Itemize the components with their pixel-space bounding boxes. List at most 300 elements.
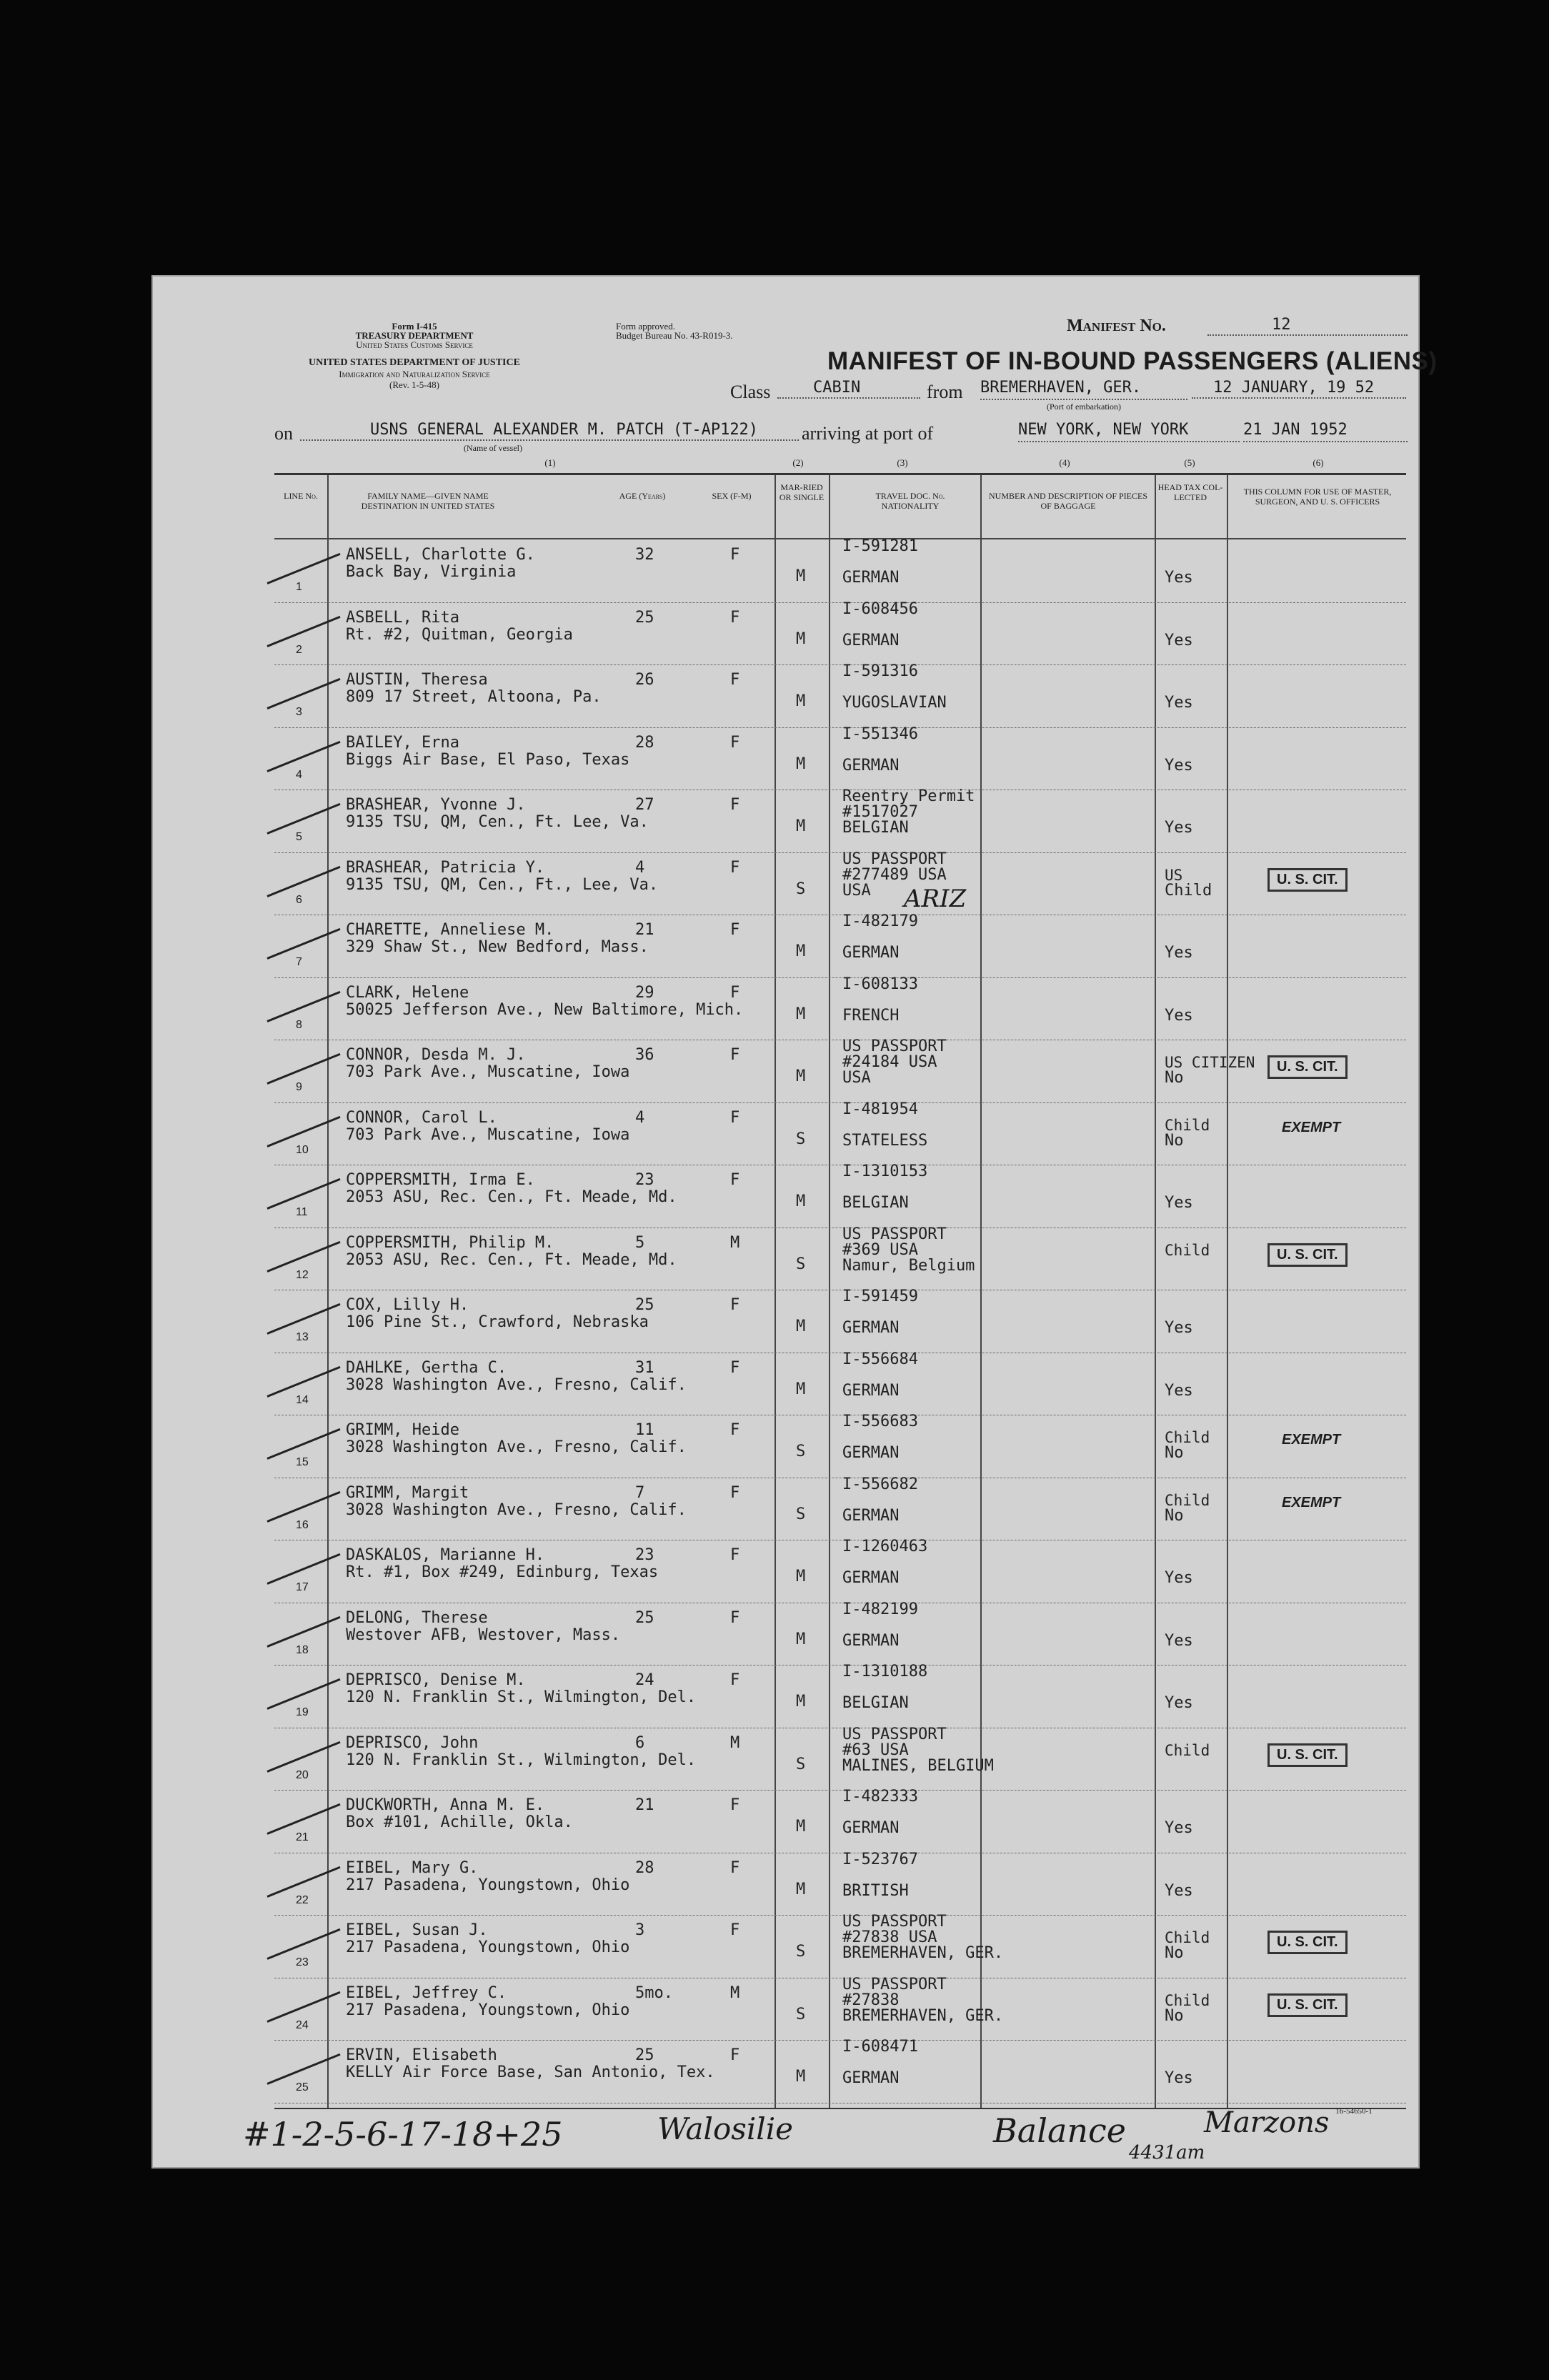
line-number: 21 (296, 1831, 309, 1843)
class-label: Class (730, 382, 771, 402)
passenger-name: GRIMM, Margit (346, 1483, 469, 1502)
arrival-date: 21 JAN 1952 (1243, 419, 1408, 442)
embarkation-date: 12 JANUARY, 19 52 (1192, 377, 1406, 399)
nationality: GERMAN (842, 1444, 900, 1462)
marital-status: M (796, 567, 806, 585)
travel-doc: I-591459 (842, 1288, 918, 1305)
travel-doc: I-481954 (842, 1100, 918, 1118)
table-row (274, 1540, 1406, 1603)
line-number: 25 (296, 2081, 309, 2093)
passenger-name: AUSTIN, Theresa (346, 671, 488, 689)
marital-status: S (796, 1130, 806, 1148)
check-mark (267, 1053, 340, 1085)
age-value: 5 (635, 1233, 645, 1252)
head-tax-note: US CITIZEN (1165, 1054, 1255, 1071)
travel-doc: I-482333 (842, 1788, 918, 1806)
col-header-travel: TRAVEL DOC. No. NATIONALITY (875, 491, 945, 511)
manifest-no-label: Manifest No. (1067, 317, 1166, 335)
head-tax: Yes (1165, 1006, 1193, 1025)
table-row (274, 1102, 1406, 1166)
sex-value: F (730, 983, 740, 1002)
line-number: 23 (296, 1956, 309, 1968)
check-mark (267, 803, 340, 835)
travel-doc: I-591316 (842, 662, 918, 680)
sex-value: F (730, 921, 740, 939)
marital-status: S (796, 2005, 806, 2023)
head-tax: Yes (1165, 819, 1193, 837)
nationality: USA (842, 881, 871, 900)
destination: 9135 TSU, QM, Cen., Ft. Lee, Va. (346, 813, 649, 831)
nationality: MALINES, BELGIUM (842, 1756, 994, 1775)
table-row (274, 1290, 1406, 1353)
sex-value: M (730, 1983, 740, 2002)
marital-status: M (796, 1693, 806, 1711)
passenger-name: COX, Lilly H. (346, 1296, 469, 1314)
nationality: GERMAN (842, 569, 900, 587)
line-number: 1 (296, 581, 302, 593)
justice-dept: UNITED STATES DEPARTMENT OF JUSTICE (309, 357, 520, 368)
destination: 809 17 Street, Altoona, Pa. (346, 688, 602, 706)
head-tax: No (1165, 1131, 1184, 1150)
check-mark (267, 1991, 340, 2022)
handwritten-signature: Walosilie (657, 2111, 793, 2146)
head-tax-note: Child (1165, 1741, 1210, 1759)
sex-value: F (730, 796, 740, 814)
marital-status: M (796, 1568, 806, 1585)
passenger-name: DAHLKE, Gertha C. (346, 1358, 507, 1377)
table-row (274, 2040, 1406, 2103)
passenger-name: DUCKWORTH, Anna M. E. (346, 1796, 545, 1814)
line-number: 2 (296, 643, 302, 656)
travel-doc-number: #1517027 (842, 803, 918, 821)
age-value: 36 (635, 1046, 654, 1064)
sex-value: F (730, 1858, 740, 1877)
table-row (274, 912, 1406, 978)
check-mark (267, 1615, 340, 1647)
line-number: 17 (296, 1581, 309, 1593)
travel-doc: I-1260463 (842, 1538, 928, 1555)
col-header-married: MAR-RIED OR SINGLE (779, 482, 825, 502)
head-tax: Yes (1165, 2069, 1193, 2087)
check-mark (267, 1490, 340, 1522)
port-embark-caption: (Port of embarkation) (1047, 402, 1121, 412)
nationality: BREMERHAVEN, GER. (842, 2006, 1004, 2025)
marital-status: S (796, 1943, 806, 1961)
age-value: 23 (635, 1171, 654, 1189)
head-tax: Yes (1165, 1381, 1193, 1400)
exempt-stamp: EXEMPT (1282, 1494, 1341, 1510)
us-citizen-stamp: U. S. CIT. (1267, 1055, 1348, 1079)
sex-value: F (730, 1483, 740, 1502)
marital-status: S (796, 1755, 806, 1773)
check-mark (267, 1365, 340, 1397)
check-mark (267, 553, 340, 584)
travel-doc-number: #63 USA (842, 1741, 909, 1759)
vessel-name: USNS GENERAL ALEXANDER M. PATCH (T-AP122) (300, 419, 836, 441)
nationality: BREMERHAVEN, GER. (842, 1944, 1004, 1962)
line-number: 13 (296, 1331, 309, 1343)
on-label: on (274, 423, 293, 444)
passenger-name: EIBEL, Susan J. (346, 1921, 488, 1939)
age-value: 27 (635, 796, 654, 814)
travel-doc: I-608471 (842, 2038, 918, 2056)
handwritten-number: 4431am (1129, 2142, 1205, 2164)
marital-status: M (796, 629, 806, 648)
passenger-name: ASBELL, Rita (346, 608, 459, 627)
passenger-name: BRASHEAR, Yvonne J. (346, 796, 526, 814)
head-tax: Yes (1165, 1631, 1193, 1650)
destination: 329 Shaw St., New Bedford, Mass. (346, 938, 649, 956)
nationality: FRENCH (842, 1006, 900, 1025)
col-header-sex: SEX (F-M) (712, 491, 752, 501)
destination: 120 N. Franklin St., Wilmington, Del. (346, 1751, 697, 1769)
travel-doc: US PASSPORT (842, 1913, 947, 1931)
destination: 9135 TSU, QM, Cen., Ft., Lee, Va. (346, 875, 659, 894)
destination: 703 Park Ave., Muscatine, Iowa (346, 1063, 630, 1081)
check-mark (267, 1741, 340, 1772)
destination: 217 Pasadena, Youngstown, Ohio (346, 1876, 630, 1894)
nationality: USA (842, 1069, 871, 1087)
table-row (274, 1037, 1406, 1103)
destination: 3028 Washington Ave., Fresno, Calif. (346, 1438, 687, 1456)
us-citizen-stamp: U. S. CIT. (1267, 1743, 1348, 1767)
sex-value: M (730, 1233, 740, 1252)
col-number-1: (1) (544, 457, 556, 468)
head-tax: Yes (1165, 1694, 1193, 1712)
table-row (274, 1162, 1406, 1228)
travel-doc-number: #369 USA (842, 1240, 918, 1259)
table-row (274, 1915, 1406, 1978)
check-mark (267, 990, 340, 1022)
check-mark (267, 1303, 340, 1335)
head-tax: No (1165, 1944, 1184, 1962)
travel-doc: US PASSPORT (842, 1975, 947, 1993)
destination: 217 Pasadena, Youngstown, Ohio (346, 1938, 630, 1956)
age-value: 25 (635, 1296, 654, 1314)
destination: 217 Pasadena, Youngstown, Ohio (346, 2001, 630, 2019)
passenger-name: ERVIN, Elisabeth (346, 2046, 497, 2064)
passenger-name: DELONG, Therese (346, 1608, 488, 1627)
from-label: from (927, 382, 963, 402)
destination: Rt. #1, Box #249, Edinburg, Texas (346, 1563, 659, 1581)
ins-service: Immigration and Naturalization Service (339, 369, 490, 379)
line-number: 11 (296, 1206, 308, 1218)
nationality: Namur, Belgium (842, 1256, 975, 1275)
table-row (274, 664, 1406, 728)
sex-value: F (730, 1171, 740, 1189)
table-row (274, 1850, 1406, 1916)
head-tax: Yes (1165, 1194, 1193, 1212)
head-tax: Yes (1165, 1569, 1193, 1587)
table-row (274, 599, 1406, 666)
col-header-baggage: NUMBER AND DESCRIPTION OF PIECES OF BAGGAGE (988, 491, 1148, 511)
passenger-name: BAILEY, Erna (346, 733, 459, 752)
nationality: GERMAN (842, 1631, 900, 1650)
age-value: 28 (635, 1858, 654, 1877)
line-number: 15 (296, 1456, 309, 1468)
passenger-name: COPPERSMITH, Irma E. (346, 1171, 535, 1189)
passenger-name: CHARETTE, Anneliese M. (346, 921, 554, 939)
check-mark (267, 1928, 340, 1960)
travel-doc: I-551346 (842, 725, 918, 743)
destination: 50025 Jefferson Ave., New Baltimore, Mich. (346, 1000, 744, 1019)
head-tax-note: Child (1165, 1929, 1210, 1946)
sex-value: F (730, 1796, 740, 1814)
head-tax: Yes (1165, 756, 1193, 775)
handwritten-line-list: #1-2-5-6-17-18+25 (243, 2115, 563, 2154)
sex-value: F (730, 1108, 740, 1127)
nationality: BELGIAN (842, 819, 909, 837)
sex-value: F (730, 546, 740, 564)
sex-value: F (730, 2046, 740, 2064)
sex-value: F (730, 733, 740, 752)
travel-doc-number: #27838 (842, 1991, 900, 2009)
table-row (274, 539, 1406, 603)
age-value: 29 (635, 983, 654, 1002)
destination: Westover AFB, Westover, Mass. (346, 1625, 621, 1644)
col-number-4: (4) (1059, 457, 1070, 468)
nationality: GERMAN (842, 1506, 900, 1525)
sex-value: F (730, 1421, 740, 1439)
head-tax: No (1165, 1444, 1184, 1462)
marital-status: S (796, 1255, 806, 1273)
head-tax: Yes (1165, 1881, 1193, 1900)
age-value: 26 (635, 671, 654, 689)
check-mark (267, 1115, 340, 1147)
nationality: BELGIAN (842, 1694, 909, 1712)
travel-doc: I-591281 (842, 537, 918, 555)
marital-status: M (796, 817, 806, 835)
passenger-name: DEPRISCO, John (346, 1733, 479, 1752)
destination: Rt. #2, Quitman, Georgia (346, 625, 573, 644)
head-tax-note: Child (1165, 1429, 1210, 1446)
sex-value: F (730, 858, 740, 877)
table-row (274, 1415, 1406, 1478)
travel-doc: US PASSPORT (842, 1225, 947, 1243)
check-mark (267, 1240, 340, 1272)
age-value: 28 (635, 733, 654, 752)
print-code: 16-54650-1 (1335, 2107, 1373, 2116)
row6-handwritten-note: ARIZ (904, 885, 967, 913)
nationality: BRITISH (842, 1881, 909, 1900)
destination: 120 N. Franklin St., Wilmington, Del. (346, 1688, 697, 1706)
sex-value: F (730, 1046, 740, 1064)
passenger-name: DEPRISCO, Denise M. (346, 1671, 526, 1689)
passenger-name: CONNOR, Desda M. J. (346, 1046, 526, 1064)
age-value: 25 (635, 1608, 654, 1627)
line-number: 22 (296, 1893, 309, 1906)
nationality: GERMAN (842, 1569, 900, 1587)
travel-doc-number: #24184 USA (842, 1053, 937, 1071)
destination: Box #101, Achille, Okla. (346, 1813, 573, 1831)
customs-service: United States Customs Service (356, 339, 473, 350)
arrival-port: NEW YORK, NEW YORK (1018, 419, 1240, 442)
port-of-embarkation: BREMERHAVEN, GER. (980, 377, 1187, 400)
head-tax-note: Child (1165, 1116, 1210, 1134)
check-mark (267, 678, 340, 709)
table-row (274, 1725, 1406, 1791)
sex-value: M (730, 1733, 740, 1752)
nationality: STATELESS (842, 1131, 928, 1150)
nationality: GERMAN (842, 2069, 900, 2087)
check-mark (267, 1803, 340, 1835)
line-number: 5 (296, 831, 302, 843)
destination: 3028 Washington Ave., Fresno, Calif. (346, 1500, 687, 1519)
us-citizen-stamp: U. S. CIT. (1267, 1993, 1348, 2017)
age-value: 32 (635, 546, 654, 564)
age-value: 7 (635, 1483, 645, 1502)
head-tax: Yes (1165, 694, 1193, 712)
marital-status: M (796, 1818, 806, 1836)
budget-bureau: Budget Bureau No. 43-R019-3. (616, 330, 733, 341)
travel-doc-number: #277489 USA (842, 865, 947, 884)
age-value: 6 (635, 1733, 645, 1752)
us-citizen-stamp: U. S. CIT. (1267, 1243, 1348, 1267)
passenger-name: ANSELL, Charlotte G. (346, 546, 535, 564)
table-row (274, 1475, 1406, 1541)
handwritten-balance: Balance (993, 2111, 1126, 2150)
marital-status: S (796, 1443, 806, 1460)
table-row (274, 1350, 1406, 1416)
travel-doc: I-523767 (842, 1850, 918, 1868)
travel-doc: I-1310153 (842, 1162, 928, 1180)
destination: 2053 ASU, Rec. Cen., Ft. Meade, Md. (346, 1188, 677, 1206)
vessel-caption: (Name of vessel) (464, 443, 522, 453)
marital-status: M (796, 1005, 806, 1023)
destination: 3028 Washington Ave., Fresno, Calif. (346, 1375, 687, 1394)
class-value: CABIN (777, 377, 920, 399)
marital-status: M (796, 1067, 806, 1085)
travel-doc: I-482199 (842, 1600, 918, 1618)
nationality: YUGOSLAVIAN (842, 694, 947, 712)
sex-value: F (730, 671, 740, 689)
travel-doc: Reentry Permit (842, 787, 975, 805)
age-value: 3 (635, 1921, 645, 1939)
destination: 2053 ASU, Rec. Cen., Ft. Meade, Md. (346, 1250, 677, 1269)
marital-status: S (796, 1505, 806, 1523)
line-number: 8 (296, 1018, 302, 1031)
check-mark (267, 1428, 340, 1460)
line-number: 7 (296, 956, 302, 968)
check-mark (267, 615, 340, 647)
line-number: 6 (296, 893, 302, 906)
table-row (274, 1975, 1406, 2041)
marital-status: S (796, 880, 806, 898)
table-row (274, 1665, 1406, 1728)
passenger-name: BRASHEAR, Patricia Y. (346, 858, 545, 877)
revision: (Rev. 1-5-48) (389, 379, 439, 390)
age-value: 25 (635, 608, 654, 627)
marital-status: M (796, 1193, 806, 1210)
handwritten-name: Marzons (1204, 2106, 1330, 2139)
us-citizen-stamp: U. S. CIT. (1267, 1931, 1348, 1954)
age-value: 5mo. (635, 1983, 673, 2002)
check-mark (267, 928, 340, 960)
line-number: 3 (296, 706, 302, 718)
sex-value: F (730, 1296, 740, 1314)
us-citizen-stamp: U. S. CIT. (1267, 868, 1348, 892)
marital-status: M (796, 1880, 806, 1898)
table-row (274, 787, 1406, 853)
form-id: Form I-415 (392, 321, 437, 332)
line-number: 16 (296, 1518, 309, 1531)
head-tax: No (1165, 1069, 1184, 1087)
col-number-3: (3) (897, 457, 908, 468)
document-title: MANIFEST OF IN-BOUND PASSENGERS (ALIENS) (827, 347, 1438, 375)
exempt-stamp: EXEMPT (1282, 1432, 1341, 1448)
sex-value: F (730, 1546, 740, 1564)
head-tax-note: Child (1165, 1241, 1210, 1259)
passenger-name: DASKALOS, Marianne H. (346, 1546, 545, 1564)
form-approved: Form approved. (616, 321, 676, 332)
passenger-name: GRIMM, Heide (346, 1421, 459, 1439)
head-tax-note: US (1165, 866, 1183, 884)
line-number: 24 (296, 2018, 309, 2031)
destination: KELLY Air Force Base, San Antonio, Tex. (346, 2063, 715, 2081)
travel-doc: I-608133 (842, 975, 918, 993)
line-number: 10 (296, 1143, 309, 1156)
travel-doc: I-608456 (842, 599, 918, 618)
check-mark (267, 740, 340, 772)
destination: Biggs Air Base, El Paso, Texas (346, 750, 630, 769)
age-value: 21 (635, 1796, 654, 1814)
passenger-name: EIBEL, Jeffrey C. (346, 1983, 507, 2002)
head-tax: Yes (1165, 569, 1193, 587)
head-tax: Yes (1165, 1819, 1193, 1837)
sex-value: F (730, 1608, 740, 1627)
col-number-2: (2) (792, 457, 804, 468)
head-tax: Yes (1165, 1319, 1193, 1337)
line-number: 19 (296, 1706, 309, 1718)
age-value: 4 (635, 1108, 645, 1127)
travel-doc: I-1310188 (842, 1663, 928, 1681)
nationality: BELGIAN (842, 1194, 909, 1212)
sex-value: F (730, 608, 740, 627)
table-row (274, 1225, 1406, 1291)
travel-doc: US PASSPORT (842, 1725, 947, 1743)
col-header-tax: HEAD TAX COL-LECTED (1157, 482, 1223, 502)
treasury-dept: TREASURY DEPARTMENT (355, 330, 474, 341)
marital-status: M (796, 692, 806, 710)
marital-status: M (796, 942, 806, 960)
destination: 106 Pine St., Crawford, Nebraska (346, 1313, 649, 1331)
check-mark (267, 1678, 340, 1710)
check-mark (267, 1178, 340, 1210)
marital-status: M (796, 1318, 806, 1335)
age-value: 11 (635, 1421, 654, 1439)
head-tax: Yes (1165, 944, 1193, 962)
sex-value: F (730, 1671, 740, 1689)
travel-doc: US PASSPORT (842, 850, 947, 868)
travel-doc: I-556684 (842, 1350, 918, 1368)
passenger-name: CONNOR, Carol L. (346, 1108, 497, 1127)
nationality: GERMAN (842, 944, 900, 962)
check-mark (267, 1866, 340, 1897)
col-header-name: FAMILY NAME—GIVEN NAME DESTINATION IN UNITED STATES (361, 491, 495, 511)
col-number-5: (5) (1184, 457, 1195, 468)
table-row (274, 977, 1406, 1041)
passenger-name: EIBEL, Mary G. (346, 1858, 479, 1877)
head-tax-note: Child (1165, 1491, 1210, 1509)
check-mark (267, 2053, 340, 2085)
head-tax: Yes (1165, 631, 1193, 649)
age-value: 4 (635, 858, 645, 877)
table-row (274, 727, 1406, 791)
col-number-6: (6) (1313, 457, 1324, 468)
passenger-name: COPPERSMITH, Philip M. (346, 1233, 554, 1252)
travel-doc: I-482179 (842, 912, 918, 930)
line-number: 18 (296, 1643, 309, 1656)
